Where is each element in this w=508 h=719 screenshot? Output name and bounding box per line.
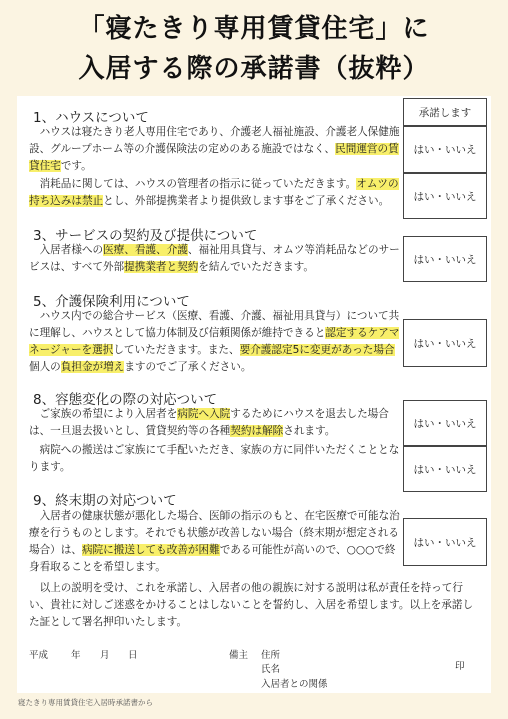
- section-8-paragraph-2: [29, 442, 401, 476]
- paragraph-text: 個人の: [29, 361, 61, 373]
- section-3-paragraph-1: [29, 242, 401, 276]
- section-9-paragraph-1: [29, 508, 401, 576]
- consent-sheet: [17, 96, 491, 693]
- highlighted-text: 病院に搬送しても改善が困難: [81, 544, 220, 556]
- paragraph-text: を結んでいただきます。: [198, 261, 314, 273]
- date-year: 年: [71, 650, 81, 661]
- date-era: 平成: [29, 650, 49, 661]
- section-1-paragraph-2: [29, 176, 401, 210]
- signer-note: 備主: [229, 650, 249, 661]
- answer-box-8b[interactable]: はい・いいえ: [403, 446, 487, 492]
- section-8-heading: 8、容態変化の際の対応ついて: [33, 392, 218, 408]
- address-label: 住所: [261, 650, 281, 661]
- source-caption: 寝たきり専用賃貸住宅入居時承諾書から: [18, 698, 153, 707]
- highlighted-text: 提携業者と契約: [124, 261, 199, 273]
- section-5-heading: 5、介護保険利用について: [33, 294, 190, 310]
- paragraph-text: ますのでご了承ください。: [124, 361, 252, 373]
- section-3-heading: 3、サービスの契約及び提供について: [33, 228, 258, 244]
- title-line-1: 「寝たきり専用賃貸住宅」に: [78, 14, 430, 44]
- section-9-heading: 9、終末期の対応ついて: [33, 493, 177, 509]
- answer-box-1a[interactable]: はい・いいえ: [403, 126, 487, 173]
- highlighted-text: 医療、看護、介護: [103, 244, 188, 256]
- answer-box-1b[interactable]: はい・いいえ: [403, 173, 487, 219]
- highlighted-text: 病院へ入院: [177, 408, 231, 420]
- paragraph-text: です。: [60, 160, 92, 172]
- title-line-2: 入居する際の承諾書（抜粋）: [78, 54, 430, 84]
- paragraph-text: 、福祉用具貸与、オムツ等消耗品などのサービスは、すべて外部: [29, 244, 400, 273]
- paragraph-text: するためにハウスを退去した場合は、一旦退去扱いとし、賃貸契約等の各種: [29, 408, 389, 437]
- paragraph-text: 入居者の健康状態が悪化した場合、医師の指示のもと、在宅医療で可能な治療を行うものとします。それでも状態が改善しない場合（終末期が想定される場合）は、: [29, 510, 400, 556]
- paragraph-text: 消耗品に関しては、ハウスの管理者の指示に従っていただきます。: [29, 178, 357, 190]
- answer-box-9[interactable]: はい・いいえ: [403, 518, 487, 566]
- paragraph-text: ご家族の希望により入居者を: [29, 408, 178, 420]
- highlighted-text: 契約は解除: [230, 425, 284, 437]
- highlighted-text: 認定するケアマネージャーを選択: [29, 327, 400, 356]
- paragraph-text: 病院への搬送はご家族にて手配いただき、家族の方に同伴いただくこととなります。: [29, 444, 400, 473]
- answer-box-5[interactable]: はい・いいえ: [403, 319, 487, 367]
- seal-mark: 印: [455, 661, 465, 672]
- answer-box-3[interactable]: はい・いいえ: [403, 236, 487, 282]
- section-8-paragraph-1: [29, 406, 401, 440]
- paragraph-text: である可能性が高いので、○○○で終身看取ることを希望します。: [29, 544, 396, 573]
- closing-statement: 以上の説明を受け、これを承諾し、入居者の他の親族に対する説明は私が責任を持って行い、貴社に対しご迷惑をかけることはしないことを誓約し、入居を希望します。以上を承諾した証として署名押印いたします。: [29, 582, 474, 628]
- paragraph-text: していただきます。また、: [113, 344, 240, 356]
- highlighted-text: 負担金が増え: [60, 361, 125, 373]
- section-1-paragraph-1: [29, 124, 401, 175]
- name-label: 氏名: [261, 664, 281, 675]
- paragraph-text: ハウスは寝たきり老人専用住宅であり、介護老人福祉施設、介護老人保健施設、グループホーム等の介護保険法の定めのある施設ではなく、: [29, 126, 400, 155]
- paragraph-text: されます。: [283, 425, 336, 437]
- highlighted-text: オムツの持ち込みは禁止: [29, 178, 399, 207]
- relation-label: 入居者との関係: [261, 679, 328, 690]
- highlighted-text: 要介護認定5に変更があった場合: [239, 344, 395, 356]
- paragraph-text: ハウス内での総合サービス（医療、看護、介護、福祉用具貸与）について共に理解し、ハウスとして協力体制及び信頼関係が維持できると: [29, 310, 400, 339]
- consent-header-box: 承諾します: [403, 98, 487, 126]
- section-1-heading: 1、ハウスについて: [33, 110, 149, 126]
- answer-box-8a[interactable]: はい・いいえ: [403, 400, 487, 446]
- highlighted-text: 民間運営の賃貸住宅: [29, 143, 399, 172]
- date-day: 日: [128, 650, 138, 661]
- paragraph-text: とし、外部提携業者より提供致します事をご了承ください。: [103, 195, 390, 207]
- paragraph-text: 入居者様への: [29, 244, 104, 256]
- section-5-paragraph-1: [29, 308, 401, 376]
- date-month: 月: [100, 650, 110, 661]
